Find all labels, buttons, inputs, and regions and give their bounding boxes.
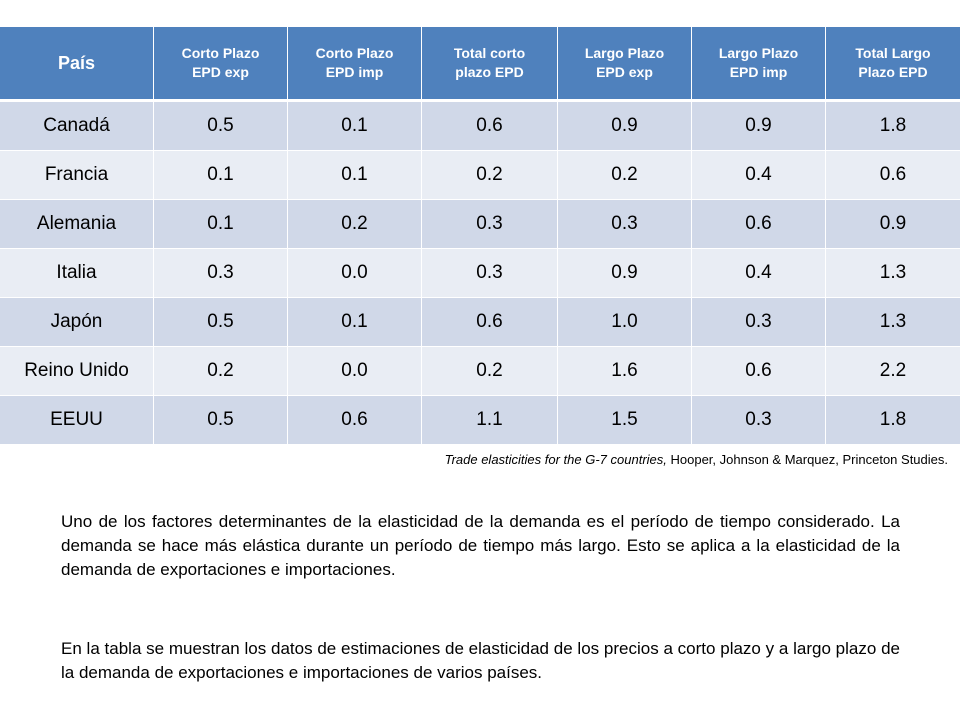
value-cell: 0.1 [154, 200, 288, 249]
source-authors: Hooper, Johnson & Marquez, Princeton Studies. [666, 452, 948, 467]
value-cell: 0.3 [154, 249, 288, 298]
source-title: Trade elasticities for the G-7 countries, [444, 452, 667, 467]
value-cell: 0.9 [558, 102, 692, 151]
table-row [0, 200, 960, 249]
value-cell: 0.1 [288, 151, 422, 200]
value-cell: 0.9 [826, 200, 960, 249]
table-row [0, 298, 960, 347]
column-header [154, 27, 288, 102]
value-cell: 1.3 [826, 298, 960, 347]
value-cell: 1.1 [422, 396, 558, 445]
value-cell: 0.2 [288, 200, 422, 249]
country-cell: Italia [0, 249, 154, 298]
column-header [558, 27, 692, 102]
column-header-text: Plazo EPD [858, 64, 928, 80]
table-row [0, 396, 960, 445]
value-cell: 0.6 [826, 151, 960, 200]
column-header [288, 27, 422, 102]
column-header-text: Corto Plazo [315, 45, 394, 61]
country-cell: Japón [0, 298, 154, 347]
column-header [0, 27, 154, 102]
table-row [0, 102, 960, 151]
column-header-text: Largo Plazo [718, 45, 799, 61]
country-cell: Alemania [0, 200, 154, 249]
value-cell: 0.6 [422, 298, 558, 347]
table-row [0, 151, 960, 200]
value-cell: 0.6 [692, 200, 826, 249]
country-cell: Canadá [0, 102, 154, 151]
table-row [0, 249, 960, 298]
column-header-text: plazo EPD [455, 64, 524, 80]
value-cell: 0.3 [558, 200, 692, 249]
column-header-text: EPD exp [192, 64, 249, 80]
value-cell: 2.2 [826, 347, 960, 396]
paragraph-elasticity-time: Uno de los factores determinantes de la elasticidad de la demanda es el período de tiempo considerado. La demanda se hace más elástica durante un período de tiempo más largo. Esto se aplica a la elasticidad de la demanda de exportaciones e importaciones. [61, 512, 900, 579]
value-cell: 0.4 [692, 151, 826, 200]
value-cell: 1.8 [826, 102, 960, 151]
value-cell: 1.3 [826, 249, 960, 298]
column-header-text: EPD exp [596, 64, 653, 80]
column-header-text: Largo Plazo [584, 45, 665, 61]
paragraph-table-description: En la tabla se muestran los datos de estimaciones de elasticidad de los precios a corto plazo y a largo plazo de la demanda de exportaciones e importaciones de varios países. [61, 639, 900, 682]
column-header [826, 27, 960, 102]
value-cell: 0.2 [154, 347, 288, 396]
value-cell: 1.8 [826, 396, 960, 445]
source-citation [445, 452, 948, 467]
value-cell: 0.2 [422, 151, 558, 200]
table-body [0, 102, 960, 445]
value-cell: 0.2 [422, 347, 558, 396]
elasticity-table [0, 27, 960, 445]
value-cell: 0.4 [692, 249, 826, 298]
value-cell: 0.3 [422, 249, 558, 298]
value-cell: 0.1 [288, 102, 422, 151]
value-cell: 1.5 [558, 396, 692, 445]
table-header-row [0, 27, 960, 102]
value-cell: 1.0 [558, 298, 692, 347]
column-header-text: Total corto [453, 45, 526, 61]
column-header-text: EPD imp [729, 64, 788, 80]
value-cell: 0.1 [288, 298, 422, 347]
column-header-text: EPD imp [325, 64, 384, 80]
value-cell: 0.9 [692, 102, 826, 151]
value-cell: 0.2 [558, 151, 692, 200]
value-cell: 0.9 [558, 249, 692, 298]
value-cell: 0.6 [422, 102, 558, 151]
country-cell: EEUU [0, 396, 154, 445]
column-header [692, 27, 826, 102]
value-cell: 0.0 [288, 249, 422, 298]
value-cell: 0.0 [288, 347, 422, 396]
value-cell: 0.3 [692, 396, 826, 445]
column-header-text: País [57, 52, 96, 73]
value-cell: 0.5 [154, 102, 288, 151]
value-cell: 0.5 [154, 298, 288, 347]
value-cell: 0.5 [154, 396, 288, 445]
column-header [422, 27, 558, 102]
column-header-text: Total Largo [855, 45, 931, 61]
value-cell: 1.6 [558, 347, 692, 396]
table-row [0, 347, 960, 396]
country-cell: Francia [0, 151, 154, 200]
column-header-text: Corto Plazo [181, 45, 260, 61]
country-cell: Reino Unido [0, 347, 154, 396]
value-cell: 0.6 [692, 347, 826, 396]
value-cell: 0.3 [692, 298, 826, 347]
value-cell: 0.3 [422, 200, 558, 249]
value-cell: 0.6 [288, 396, 422, 445]
value-cell: 0.1 [154, 151, 288, 200]
